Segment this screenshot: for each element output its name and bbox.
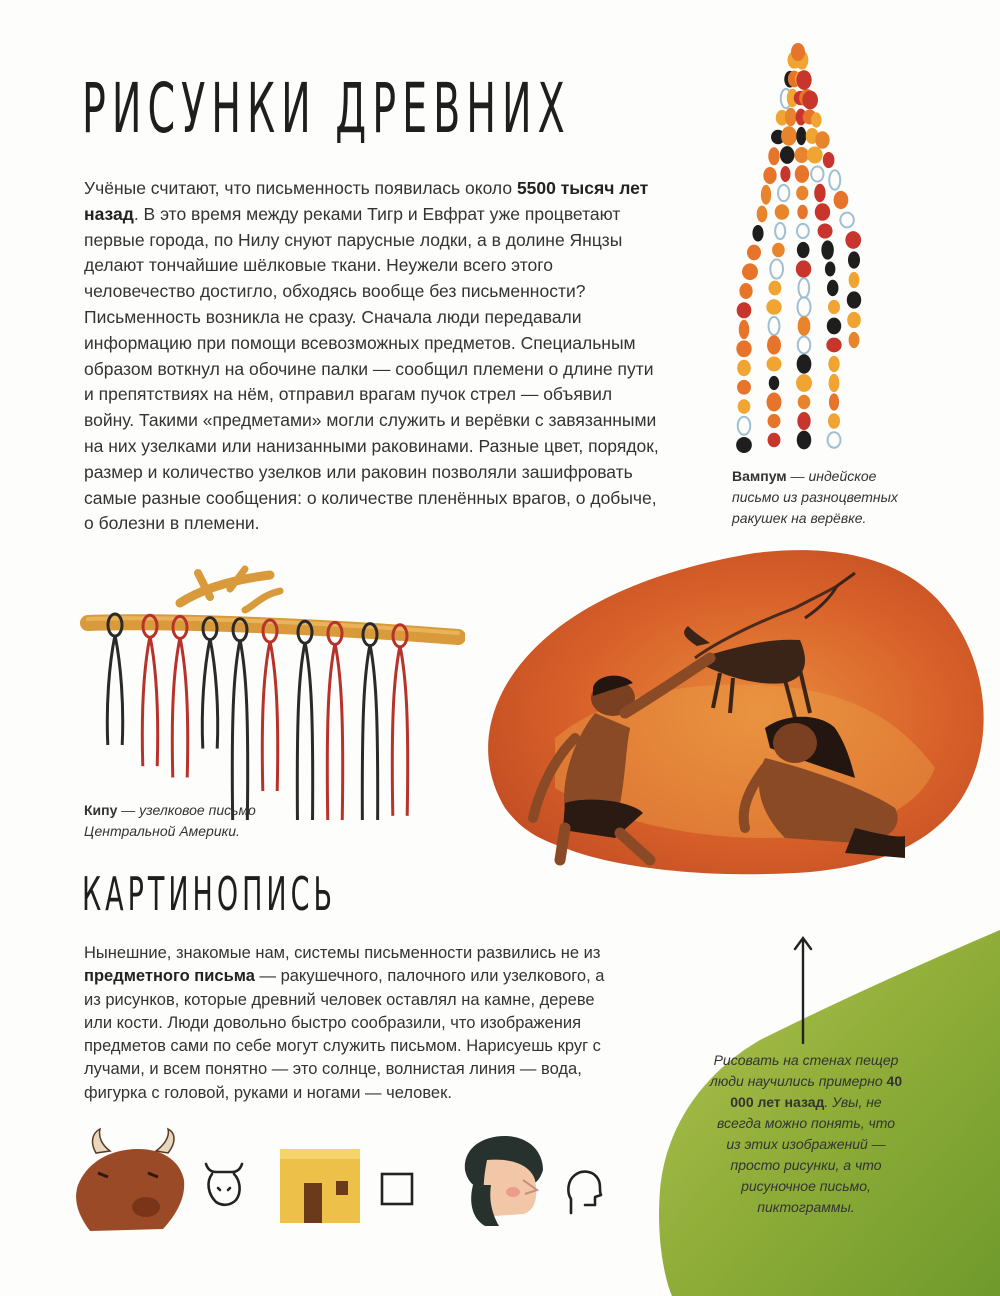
wampum-bead [847, 291, 861, 308]
wampum-bead [797, 354, 812, 373]
wampum-bead [798, 278, 809, 297]
wampum-bead [829, 374, 840, 392]
wampum-bead [772, 243, 785, 258]
wampum-bead [823, 152, 835, 168]
quipu-cord [262, 641, 270, 791]
house-icon [278, 1145, 363, 1225]
quipu-cord [172, 637, 180, 777]
wampum-bead [739, 320, 749, 340]
wampum-bead [814, 184, 825, 202]
wampum-bead [795, 165, 809, 183]
wampum-bead [794, 147, 808, 163]
wampum-bead [815, 203, 830, 221]
quipu-cord [362, 645, 370, 820]
section-title-pictography: КАРТИНОПИСЬ [82, 868, 336, 923]
wampum-bead [825, 262, 836, 277]
intro-bold-date: 5500 тысяч лет назад [84, 178, 649, 224]
wampum-bead [739, 283, 752, 299]
quipu-cord [305, 642, 313, 820]
wampum-bead [828, 432, 841, 447]
wampum-bead [757, 206, 768, 223]
wampum-bead [797, 431, 812, 450]
wampum-bead [761, 185, 771, 205]
wampum-bead [768, 433, 781, 447]
wampum-bead [796, 70, 811, 90]
page-title: РИСУНКИ ДРЕВНИХ [82, 70, 571, 150]
bull-icon [68, 1125, 193, 1235]
wampum-bead [828, 413, 840, 428]
quipu-cord [370, 645, 378, 820]
quipu-cord [202, 639, 210, 749]
wampum-bead [798, 316, 811, 336]
wampum-bead [797, 224, 809, 238]
wampum-bead [797, 205, 807, 219]
man-head-icon [455, 1130, 550, 1230]
wampum-bead [742, 263, 758, 280]
quipu-cord [240, 640, 248, 820]
bull-pictogram-icon [200, 1158, 248, 1210]
cave-painting-illustration [465, 538, 1000, 883]
wampum-bead [797, 242, 810, 258]
wampum-bead [737, 302, 752, 318]
wampum-bead [738, 399, 751, 414]
wampum-caption: Вампум — индейское письмо из разноцветных ракушек на верёвке. [732, 468, 898, 526]
wampum-bead [780, 146, 794, 164]
wampum-bead [827, 318, 841, 335]
quipu-cord [210, 639, 218, 749]
wampum-bead [736, 437, 752, 453]
quipu-cord [107, 635, 115, 745]
wampum-bead [815, 131, 829, 149]
wampum-bead [802, 91, 818, 110]
wampum-bead [767, 335, 781, 354]
wampum-bead [818, 223, 833, 238]
wampum-bead [829, 393, 839, 410]
wampum-bead [847, 312, 861, 328]
wampum-bead [768, 414, 781, 428]
wampum-bead [829, 170, 840, 190]
wampum-bead [807, 146, 823, 163]
quipu-cord [392, 646, 400, 816]
wampum-bead [821, 240, 834, 259]
quipu-cord [297, 642, 305, 820]
wampum-bead [767, 356, 782, 371]
quipu-illustration [80, 565, 465, 820]
wampum-bead [791, 43, 805, 61]
wampum-bead [763, 167, 776, 184]
wampum-bead [775, 223, 785, 239]
wampum-bead [798, 337, 810, 354]
wampum-bead [797, 412, 810, 430]
quipu-cord [150, 636, 158, 766]
up-arrow-icon [792, 935, 814, 1045]
wampum-bead [738, 417, 750, 435]
wampum-bead [747, 245, 761, 261]
wampum-bead [767, 392, 782, 411]
wampum-bead [796, 374, 812, 392]
wampum-bead [840, 213, 854, 228]
wampum-bead [736, 340, 751, 357]
wampum-illustration [730, 40, 865, 455]
wampum-bead [828, 356, 839, 372]
quipu-cord [180, 637, 188, 777]
wampum-bead [845, 231, 861, 249]
wampum-bead [834, 191, 849, 209]
wampum-bead [768, 147, 779, 165]
head-pictogram-icon [563, 1165, 605, 1217]
quipu-cord [335, 643, 343, 820]
house-pictogram-icon [378, 1170, 416, 1208]
quipu-cord [400, 646, 408, 816]
quipu-cord [327, 643, 335, 820]
wampum-bead [769, 376, 779, 390]
wampum-bead [828, 300, 840, 314]
quipu-cord [142, 636, 150, 766]
wampum-bead [775, 204, 789, 220]
wampum-bead [752, 225, 763, 242]
wampum-bead [737, 380, 751, 395]
wampum-bead [778, 185, 789, 201]
wampum-bead [798, 297, 811, 316]
wampum-bead [781, 126, 797, 146]
wampum-bead [768, 281, 781, 296]
wampum-bead [848, 251, 860, 268]
wampum-bead [811, 166, 823, 181]
wampum-bead [849, 332, 860, 348]
wampum-bead [769, 317, 780, 335]
wampum-bead [785, 108, 797, 127]
wampum-bead [811, 112, 822, 127]
wampum-bead [737, 360, 751, 376]
wampum-bead [796, 260, 811, 277]
quipu-caption: Кипу — узелковое письмо Центральной Америки. [84, 802, 256, 839]
wampum-bead [796, 186, 808, 200]
quipu-cord [115, 635, 123, 745]
wampum-bead [849, 272, 860, 288]
pictography-paragraph: Нынешние, знакомые нам, системы письменности развились не из предметного письма — ракушечного, палочного или узелкового, а из рисунков, которые древний человек оставлял на камне, дереве или кости. Люди довольно быстро сообразили, что изображения предметов сами по себе могут служить письмом. Нарисуешь круг с лучами, и всем понятно — это солнце, волнистая линия — вода, фигурка с головой, руками и ногами — человек. [84, 944, 605, 1102]
quipu-cord [232, 640, 240, 820]
wampum-bead [780, 166, 790, 182]
quipu-cord [270, 641, 278, 791]
cave-painting-caption: Рисовать на стенах пещер люди научились примерно 40 000 лет назад. Увы, не всегда можно понять, что из этих изображений — просто рисунки, а что рисуночное письмо, пиктограммы. [709, 1052, 903, 1215]
wampum-bead [827, 280, 839, 296]
wampum-bead [796, 127, 806, 146]
wampum-bead [770, 259, 783, 278]
wampum-bead [766, 299, 781, 315]
intro-paragraph: Учёные считают, что письменность появилась около 5500 тысяч лет назад. В это время между реками Тигр и Евфрат уже процветают первые города, по Нилу снуют парусные лодки, а в долине Янцзы делают тончайшие шёлковые ткани. Неужели всего этого человечество достигло, обходясь вообще без письменности? Письменность возникла не сразу. Сначала люди передавали информацию при помощи всевозможных предметов. Специальным образом воткнул на обочине палки — сообщил племени о длине пути и препятствиях на нём, отправил врагам пучок стрел — объявил войну. Такими «предметами» могли служить и верёвки с завязанными на них узелками или нанизанными раковинами. Разные цвет, порядок, размер и количество узелков или раковин позволяли зашифровать самые разные сообщения: о количестве пленённых врагов, о добыче, о болезни в племени. [84, 178, 659, 534]
wampum-bead [826, 338, 841, 353]
wampum-bead [798, 395, 811, 409]
